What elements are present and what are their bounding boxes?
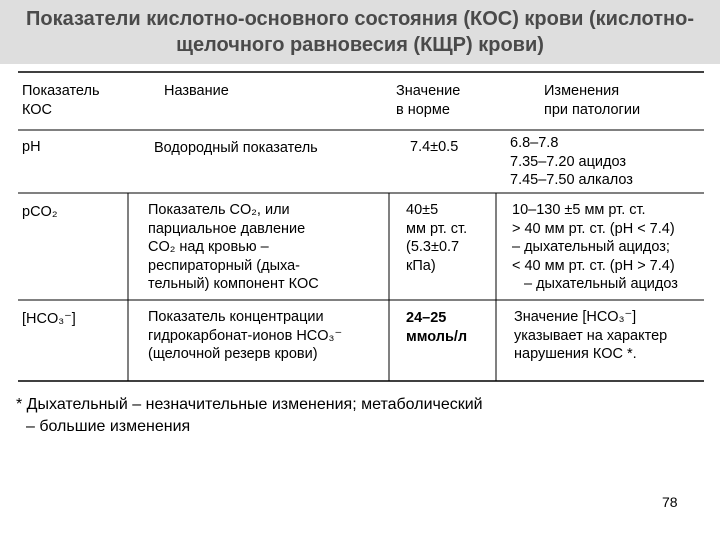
cell-line: [HCO₃⁻] (22, 311, 76, 327)
slide-title-line-1: Показатели кислотно-основного состояния (КОС) крови (кислотно- (25, 8, 695, 30)
cell-line: Показатель CO₂, или (148, 202, 290, 218)
header-indicator-line: КОС (22, 101, 53, 118)
row-pco2-normal (406, 201, 467, 275)
row-hco3-normal (406, 309, 467, 346)
header-changes-line: Изменения (544, 83, 620, 99)
cell-line: нарушения КОС *. (514, 346, 637, 363)
cell-line: 6.8–7.8 (510, 135, 559, 151)
header-normal-line: Значение (396, 83, 461, 99)
header-name-line: Название (164, 83, 229, 99)
cell-line: Водородный показатель (154, 140, 318, 156)
cell-line: указывает на характер (514, 327, 668, 344)
header-changes (544, 82, 640, 119)
slide-title-line-2: щелочного равновесия (КЩР) крови) (176, 34, 544, 56)
cell-line: парциальное давление (148, 220, 306, 237)
row-ph-indicator (22, 138, 41, 157)
row-pco2-name (148, 201, 319, 294)
cell-line: CO₂ над кровью – (148, 239, 269, 256)
cell-line: (5.3±0.7 (406, 239, 460, 256)
row-hco3-changes (514, 308, 667, 364)
cell-line: 24–25 (406, 310, 447, 326)
cell-line: < 40 мм рт. ст. (pH > 7.4) (512, 257, 675, 274)
row-ph-changes (510, 134, 633, 190)
row-ph-name (154, 139, 318, 158)
row-pco2-indicator (22, 203, 57, 222)
cell-line: – дыхательный ацидоз (524, 276, 678, 293)
row-ph-normal (410, 138, 458, 157)
footnote-line-1: * Дыхательный – незначительные изменения; метаболический (16, 396, 483, 413)
cell-line: кПа) (406, 257, 436, 274)
header-indicator (22, 82, 100, 119)
cell-line: 7.45–7.50 алкалоз (510, 172, 633, 189)
row-pco2-changes (512, 201, 678, 294)
cell-line: гидрокарбонат-ионов HCO₃⁻ (148, 327, 343, 344)
page-number: 78 (662, 494, 678, 510)
header-normal-line: в норме (396, 101, 450, 118)
header-changes-line: при патологии (544, 101, 641, 118)
cell-line: Показатель концентрации (148, 309, 324, 325)
footnote-line-2: – большие изменения (26, 418, 191, 435)
cell-line: тельный) компонент КОС (148, 276, 319, 293)
header-normal (396, 82, 460, 119)
cell-line: 10–130 ±5 мм рт. ст. (512, 202, 646, 218)
cell-line: ммоль/л (406, 328, 468, 345)
cell-line: респираторный (дыха- (148, 257, 300, 274)
row-hco3-indicator (22, 310, 76, 329)
cell-line: 7.4±0.5 (410, 139, 459, 155)
cell-line: – дыхательный ацидоз; (512, 239, 670, 256)
cell-line: 40±5 (406, 202, 439, 218)
cell-line: мм рт. ст. (406, 220, 468, 237)
header-indicator-line: Показатель (22, 83, 100, 99)
row-hco3-name (148, 308, 342, 364)
cell-line: > 40 мм рт. ст. (pH < 7.4) (512, 220, 675, 237)
cell-line: pCO₂ (22, 204, 58, 220)
cell-line: pH (22, 139, 41, 155)
cell-line: 7.35–7.20 ацидоз (510, 153, 627, 170)
cell-line: (щелочной резерв крови) (148, 346, 318, 363)
footnote (16, 394, 483, 438)
header-name (164, 82, 229, 101)
cell-line: Значение [HCO₃⁻] (514, 309, 637, 325)
